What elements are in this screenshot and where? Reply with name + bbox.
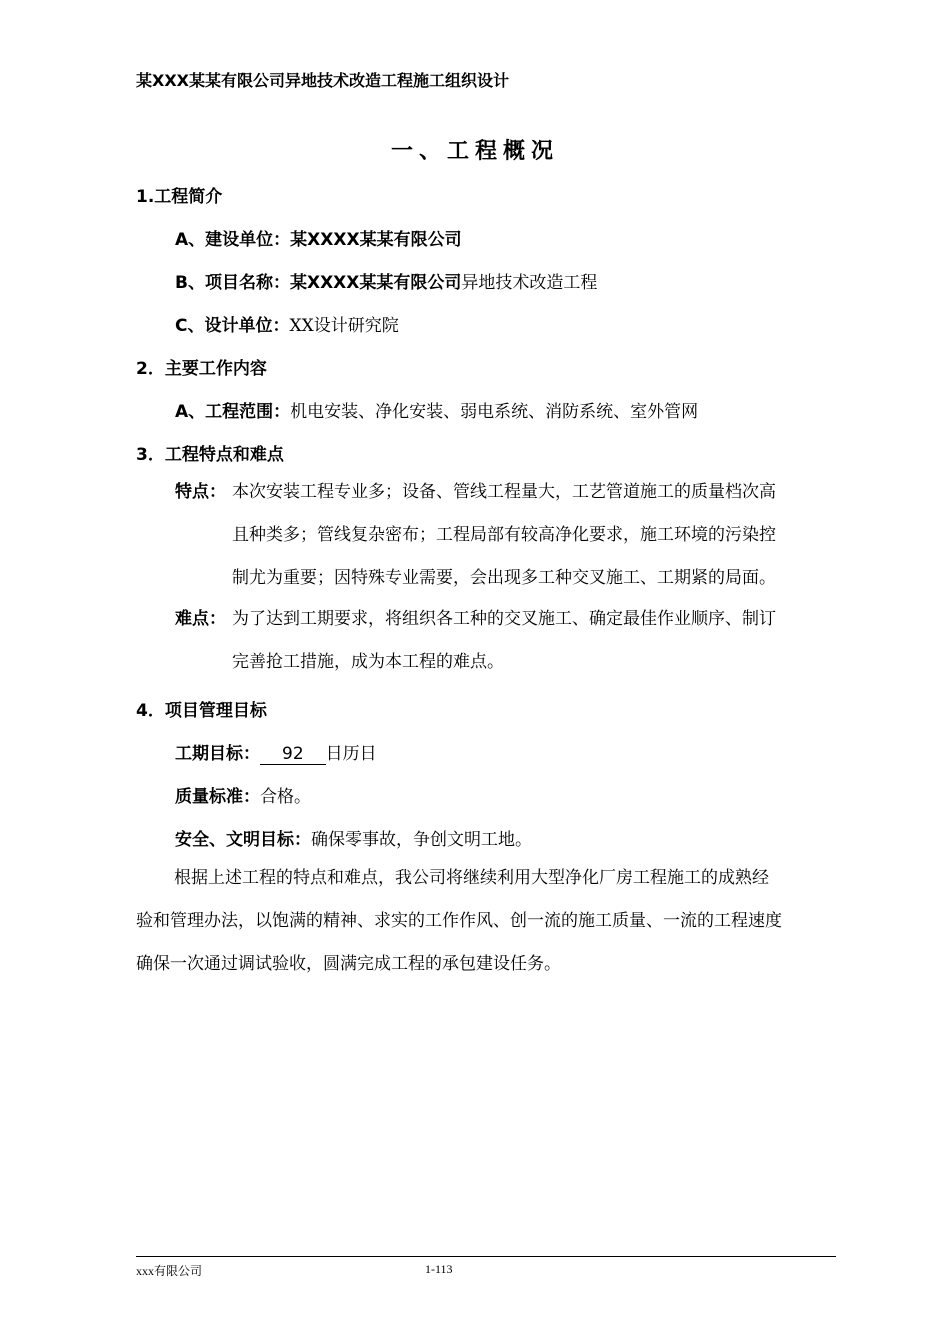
project-scope-value: 机电安装、净化安装、弱电系统、消防系统、室外管网 (290, 402, 699, 422)
document-header: 某XXX某某有限公司异地技术改造工程施工组织设计 (136, 71, 510, 90)
safety-target-value: 确保零事故，争创文明工地。 (311, 830, 532, 850)
project-name-label: B、项目名称： (175, 273, 290, 293)
features-label (175, 471, 226, 514)
construction-unit-label: A、建设单位： (175, 230, 291, 250)
conclusion-paragraph (136, 857, 782, 986)
construction-unit-value: 某XXXX某某有限公司 (290, 230, 462, 250)
features-line: 且种类多；管线复杂密布；工程局部有较高净化要求，施工环境的污染控 (232, 525, 776, 545)
difficulties-line: 完善抢工措施，成为本工程的难点。 (232, 652, 504, 672)
safety-target (175, 825, 532, 850)
features-line: 制尤为重要；因特殊专业需要，会出现多工种交叉施工、工期紧的局面。 (232, 568, 776, 588)
project-scope (175, 397, 698, 422)
design-unit-label: C、设计单位： (175, 316, 290, 336)
schedule-target-unit: 日历日 (325, 744, 377, 764)
construction-unit (175, 225, 462, 250)
difficulties-text (232, 598, 776, 684)
design-unit-value: XX设计研究院 (289, 316, 399, 336)
section-1-heading: 1.工程简介 (136, 187, 223, 207)
section-2-heading: 2．主要工作内容 (136, 359, 267, 379)
project-name-company: 某XXXX某某有限公司 (289, 273, 462, 293)
safety-target-label: 安全、文明目标： (175, 830, 311, 850)
project-name-value: 异地技术改造工程 (461, 273, 598, 293)
conclusion-line: 根据上述工程的特点和难点，我公司将继续利用大型净化厂房工程施工的成熟经 (174, 868, 769, 888)
footer-company: xxx有限公司 (136, 1264, 203, 1278)
difficulties-label (175, 598, 226, 641)
difficulties-line: 为了达到工期要求，将组织各工种的交叉施工、确定最佳作业顺序、制订 (232, 609, 776, 629)
page-number: 1-113 (425, 1262, 453, 1276)
quality-standard-label: 质量标准： (175, 787, 260, 807)
quality-standard-value: 合格。 (260, 787, 311, 807)
conclusion-line: 确保一次通过调试验收，圆满完成工程的承包建设任务。 (136, 954, 561, 974)
features-line: 本次安装工程专业多；设备、管线工程量大，工艺管道施工的质量档次高 (232, 482, 776, 502)
design-unit (175, 311, 399, 336)
conclusion-line: 验和管理办法，以饱满的精神、求实的工作作风、创一流的施工质量、一流的工程速度 (136, 911, 782, 931)
section-4-heading: 4．项目管理目标 (136, 701, 267, 721)
features-text (232, 471, 776, 600)
difficulties-label-text: 难点： (175, 609, 226, 629)
schedule-target (175, 739, 377, 765)
project-name (175, 268, 597, 293)
schedule-target-days: 92 (260, 744, 326, 765)
section-3-heading: 3．工程特点和难点 (136, 445, 284, 465)
schedule-target-label: 工期目标： (175, 744, 260, 764)
footer-divider (136, 1256, 836, 1257)
project-scope-label: A、工程范围： (175, 402, 291, 422)
features-label-text: 特点： (175, 482, 226, 502)
page-title: 一、工程概况 (390, 139, 559, 164)
quality-standard (175, 782, 311, 807)
